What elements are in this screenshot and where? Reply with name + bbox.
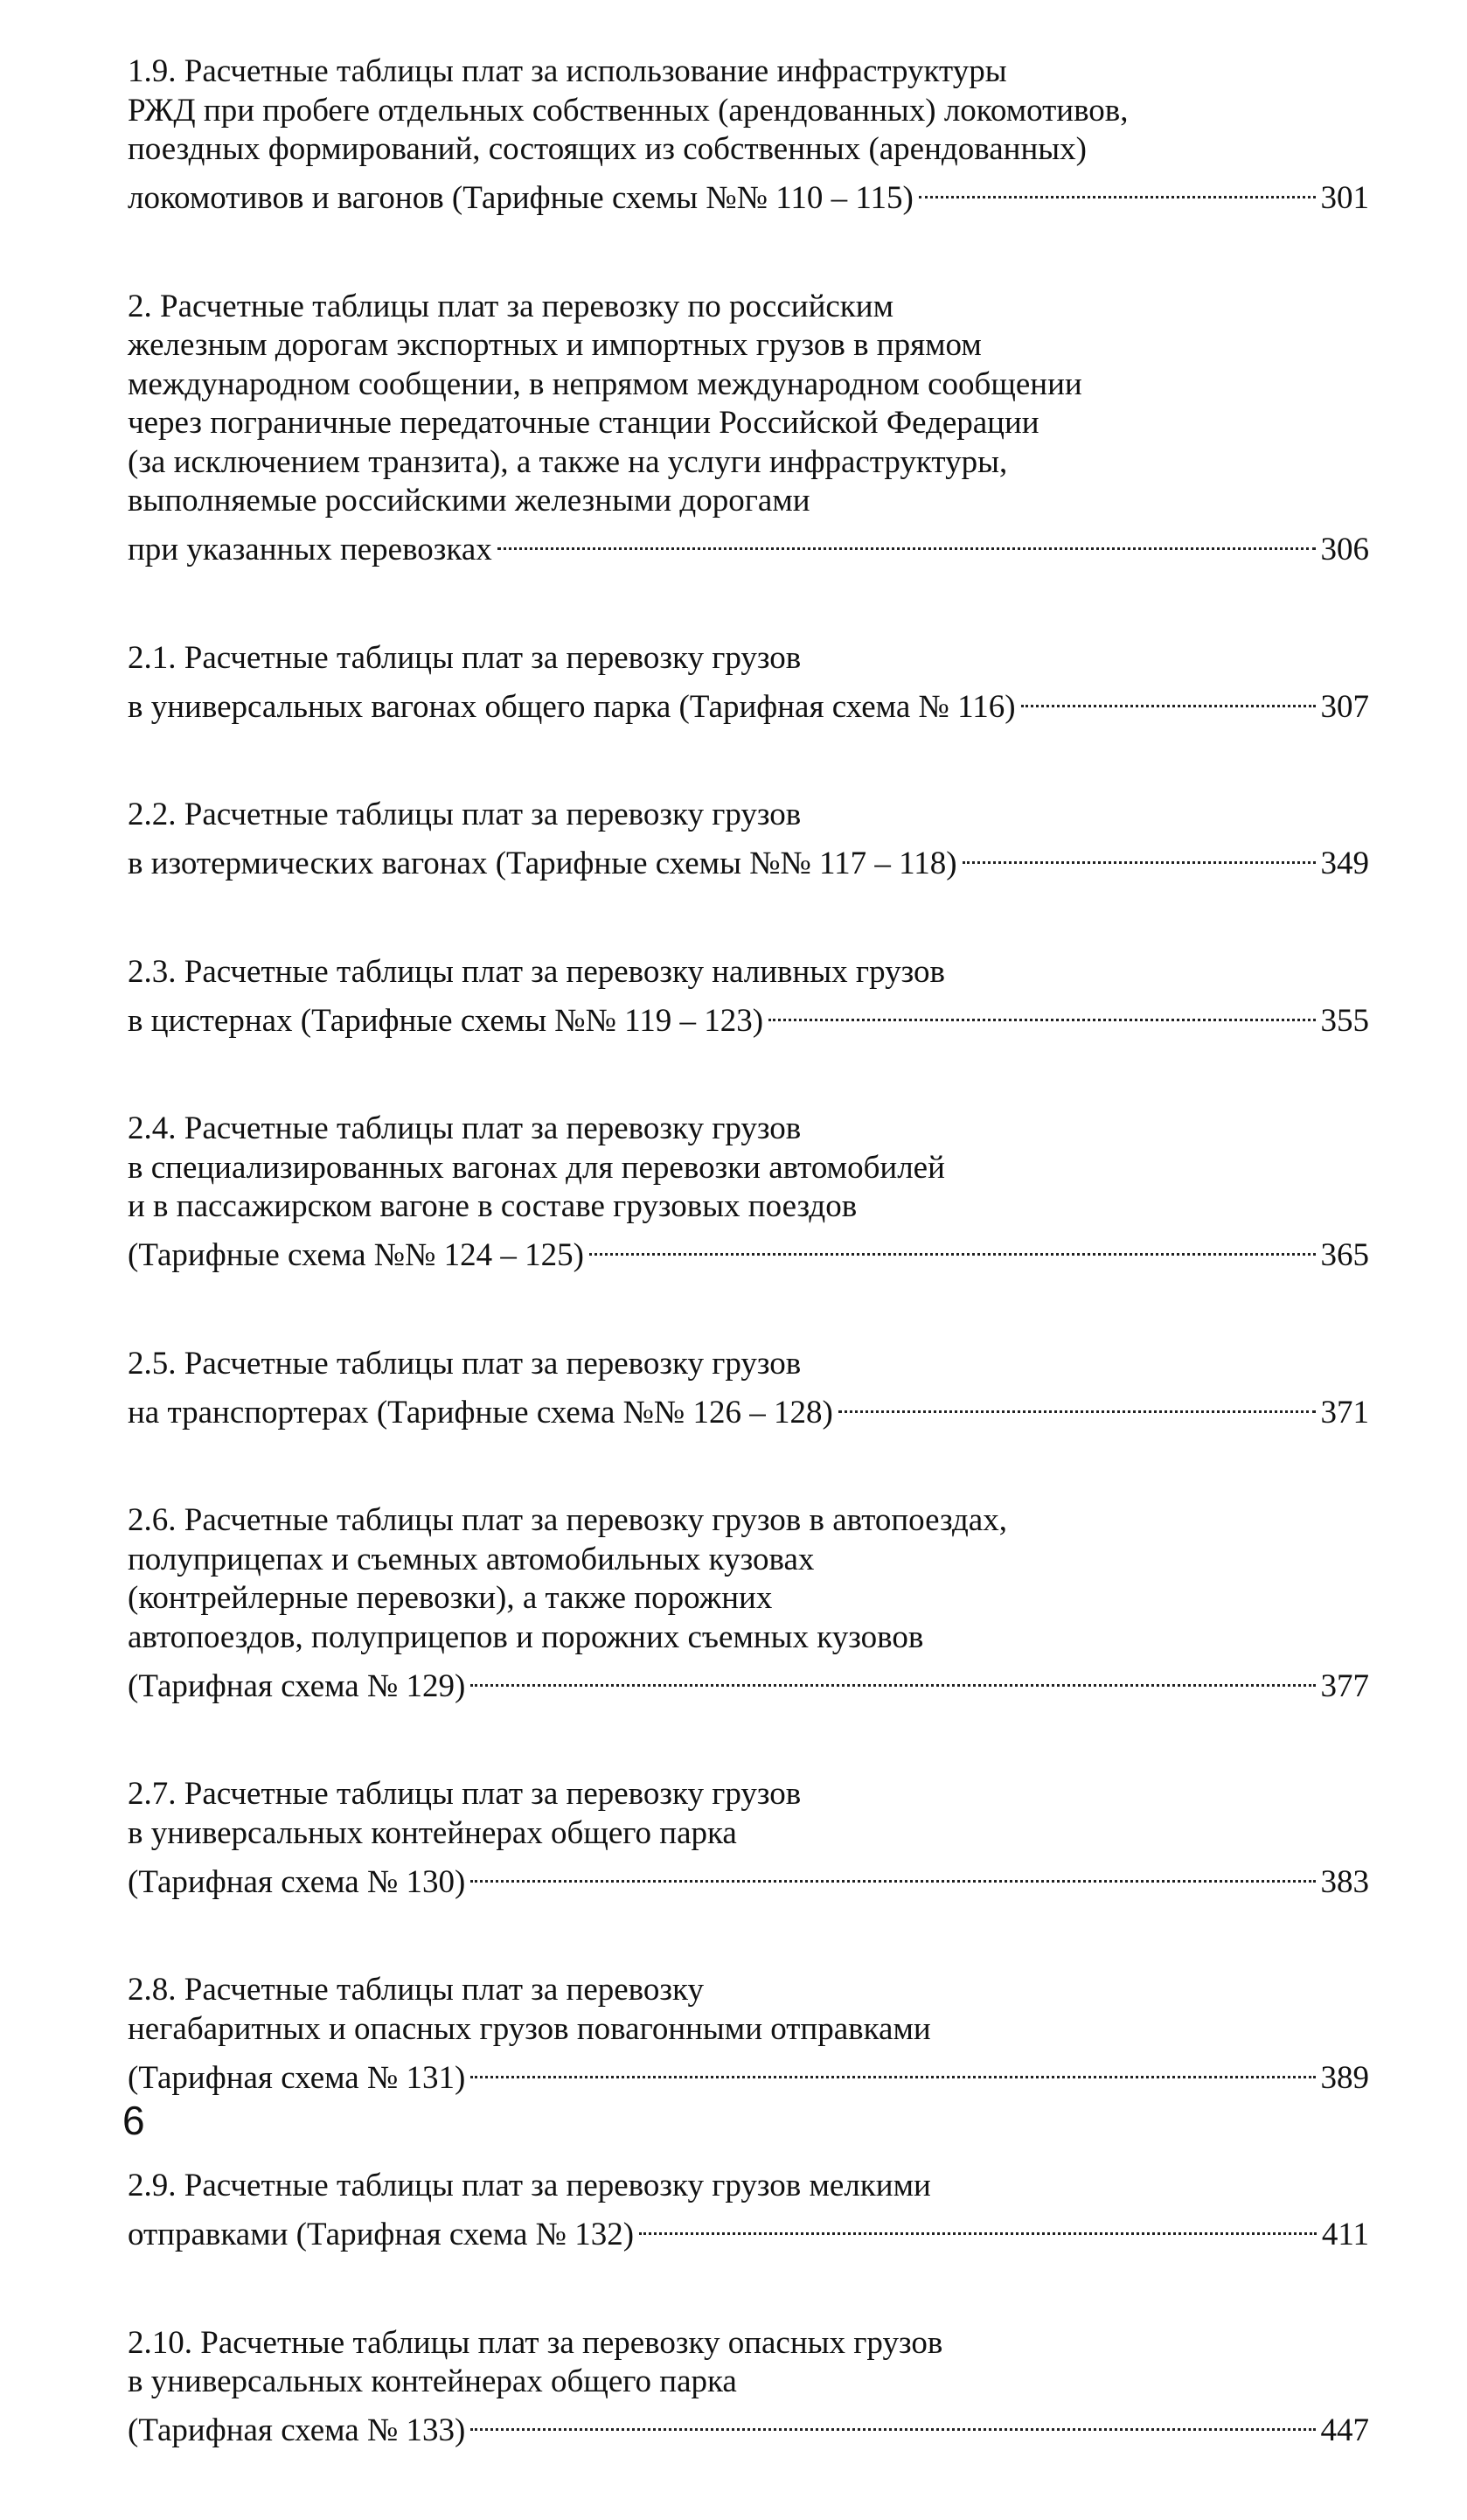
table-of-contents bbox=[128, 52, 1369, 2520]
dot-leader bbox=[768, 992, 1315, 1031]
toc-entry bbox=[128, 1345, 1369, 1433]
toc-entry-line: в специализированных вагонах для перевозки автомобилей bbox=[128, 1149, 945, 1186]
toc-entry-line: в универсальных контейнерах общего парка bbox=[128, 2363, 737, 2399]
toc-page-number: 411 bbox=[1321, 2217, 1369, 2252]
toc-entry bbox=[128, 796, 1369, 884]
dot-leader bbox=[470, 1853, 1315, 1892]
page-number: 6 bbox=[122, 2098, 145, 2143]
toc-entry-line: при указанных перевозках bbox=[128, 532, 492, 567]
toc-entry bbox=[128, 2324, 1369, 2451]
toc-entry-line: (контрейлерные перевозки), а также порожних bbox=[128, 1580, 773, 1616]
toc-entry-line: 2.8. Расчетные таблицы плат за перевозку bbox=[128, 1972, 704, 2008]
toc-entry-final-line bbox=[128, 1657, 1369, 1706]
toc-entry-line: (Тарифная схема № 129) bbox=[128, 1667, 466, 1704]
toc-page-number: 383 bbox=[1320, 1863, 1369, 1900]
toc-page-number: 306 bbox=[1320, 532, 1369, 567]
toc-page-number: 377 bbox=[1320, 1667, 1369, 1704]
toc-entry-line: в универсальных контейнерах общего парка bbox=[128, 1814, 737, 1851]
toc-entry-line: (Тарифная схема № 131) bbox=[128, 2059, 466, 2096]
dot-leader bbox=[1021, 678, 1316, 717]
toc-page-number: 355 bbox=[1320, 1002, 1369, 1039]
toc-entry-line: международном сообщении, в непрямом международном сообщении bbox=[128, 365, 1082, 402]
toc-entry-line: 2. Расчетные таблицы плат за перевозку по российским bbox=[128, 288, 893, 324]
dot-leader bbox=[470, 2049, 1315, 2088]
toc-page-number: 365 bbox=[1320, 1237, 1369, 1273]
toc-entry-final-line bbox=[128, 2206, 1369, 2255]
toc-entry-line: (Тарифная схема № 133) bbox=[128, 2412, 466, 2448]
toc-entry-line: через пограничные передаточные станции Российской Федерации bbox=[128, 405, 1039, 441]
toc-entry-line: отправками (Тарифная схема № 132) bbox=[128, 2217, 635, 2252]
toc-entry-line: полуприцепах и съемных автомобильных кузовах bbox=[128, 1541, 815, 1577]
toc-entry-line: 2.7. Расчетные таблицы плат за перевозку грузов bbox=[128, 1776, 802, 1812]
toc-entry bbox=[128, 639, 1369, 727]
toc-entry-final-line bbox=[128, 521, 1369, 570]
toc-entry-final-line bbox=[128, 1227, 1369, 1276]
toc-page-number: 307 bbox=[1320, 688, 1369, 725]
toc-page-number: 389 bbox=[1320, 2059, 1369, 2096]
toc-entry-line: автопоездов, полуприцепов и порожних съемных кузовов bbox=[128, 1619, 924, 1655]
toc-entry-line: в цистернах (Тарифные схемы №№ 119 – 123) bbox=[128, 1002, 764, 1039]
dot-leader bbox=[470, 2402, 1315, 2441]
toc-entry bbox=[128, 1775, 1369, 1902]
dot-leader bbox=[963, 835, 1316, 874]
toc-entry-line: поездных формирований, состоящих из собственных (арендованных) bbox=[128, 131, 1087, 167]
toc-entry-line: 2.4. Расчетные таблицы плат за перевозку грузов bbox=[128, 1110, 802, 1146]
toc-entry bbox=[128, 2167, 1369, 2255]
toc-entry bbox=[128, 288, 1369, 570]
toc-page-number: 349 bbox=[1320, 846, 1369, 881]
toc-entry-line: РЖД при пробеге отдельных собственных (арендованных) локомотивов, bbox=[128, 92, 1129, 129]
toc-entry-final-line bbox=[128, 835, 1369, 884]
toc-entry-line: 2.2. Расчетные таблицы плат за перевозку грузов bbox=[128, 797, 802, 832]
toc-entry-line: негабаритных и опасных грузов повагонными отправками bbox=[128, 2010, 931, 2047]
toc-entry-final-line bbox=[128, 2049, 1369, 2098]
toc-entry-line: 2.1. Расчетные таблицы плат за перевозку грузов bbox=[128, 639, 802, 676]
toc-entry bbox=[128, 52, 1369, 219]
dot-leader bbox=[919, 170, 1316, 209]
toc-entry-line: 2.10. Расчетные таблицы плат за перевозку опасных грузов bbox=[128, 2324, 943, 2361]
toc-entry-line: и в пассажирском вагоне в составе грузовых поездов bbox=[128, 1188, 858, 1224]
toc-entry-final-line bbox=[128, 678, 1369, 727]
toc-page-number: 371 bbox=[1320, 1394, 1369, 1431]
dot-leader bbox=[470, 1657, 1315, 1696]
toc-entry-line: железным дорогам экспортных и импортных грузов в прямом bbox=[128, 327, 982, 363]
toc-entry-line: (за исключением транзита), а также на услуги инфраструктуры, bbox=[128, 443, 1008, 480]
toc-entry-final-line bbox=[128, 992, 1369, 1041]
toc-entry bbox=[128, 953, 1369, 1041]
toc-entry-line: 2.6. Расчетные таблицы плат за перевозку грузов в автопоездах, bbox=[128, 1502, 1007, 1538]
toc-entry-final-line bbox=[128, 1383, 1369, 1432]
toc-entry-line: 2.3. Расчетные таблицы плат за перевозку наливных грузов bbox=[128, 953, 945, 990]
toc-page-number: 447 bbox=[1320, 2412, 1369, 2448]
dot-leader bbox=[639, 2206, 1317, 2245]
dot-leader bbox=[497, 521, 1316, 560]
toc-entry-line: локомотивов и вагонов (Тарифные схемы №№ 110 – 115) bbox=[128, 180, 914, 216]
toc-entry bbox=[128, 1501, 1369, 1706]
toc-entry-line: 2.9. Расчетные таблицы плат за перевозку грузов мелкими bbox=[128, 2168, 931, 2203]
dot-leader bbox=[589, 1227, 1316, 1266]
toc-entry-line: на транспортерах (Тарифные схема №№ 126 – 128) bbox=[128, 1394, 833, 1431]
toc-entry-final-line bbox=[128, 170, 1369, 219]
toc-entry-final-line bbox=[128, 2402, 1369, 2451]
dot-leader bbox=[838, 1383, 1316, 1423]
toc-entry-line: в универсальных вагонах общего парка (Тарифная схема № 116) bbox=[128, 688, 1016, 725]
toc-page-number: 301 bbox=[1320, 180, 1369, 216]
toc-entry-line: 2.5. Расчетные таблицы плат за перевозку грузов bbox=[128, 1345, 802, 1382]
toc-entry-line: 1.9. Расчетные таблицы плат за использование инфраструктуры bbox=[128, 53, 1007, 89]
toc-entry-line: в изотермических вагонах (Тарифные схемы №№ 117 – 118) bbox=[128, 846, 957, 881]
toc-entry bbox=[128, 1110, 1369, 1276]
toc-entry-final-line bbox=[128, 1853, 1369, 1902]
toc-entry-line: выполняемые российскими железными дорогами bbox=[128, 483, 810, 519]
toc-entry-line: (Тарифные схема №№ 124 – 125) bbox=[128, 1237, 584, 1273]
toc-entry bbox=[128, 1971, 1369, 2098]
toc-entry-line: (Тарифная схема № 130) bbox=[128, 1863, 466, 1900]
